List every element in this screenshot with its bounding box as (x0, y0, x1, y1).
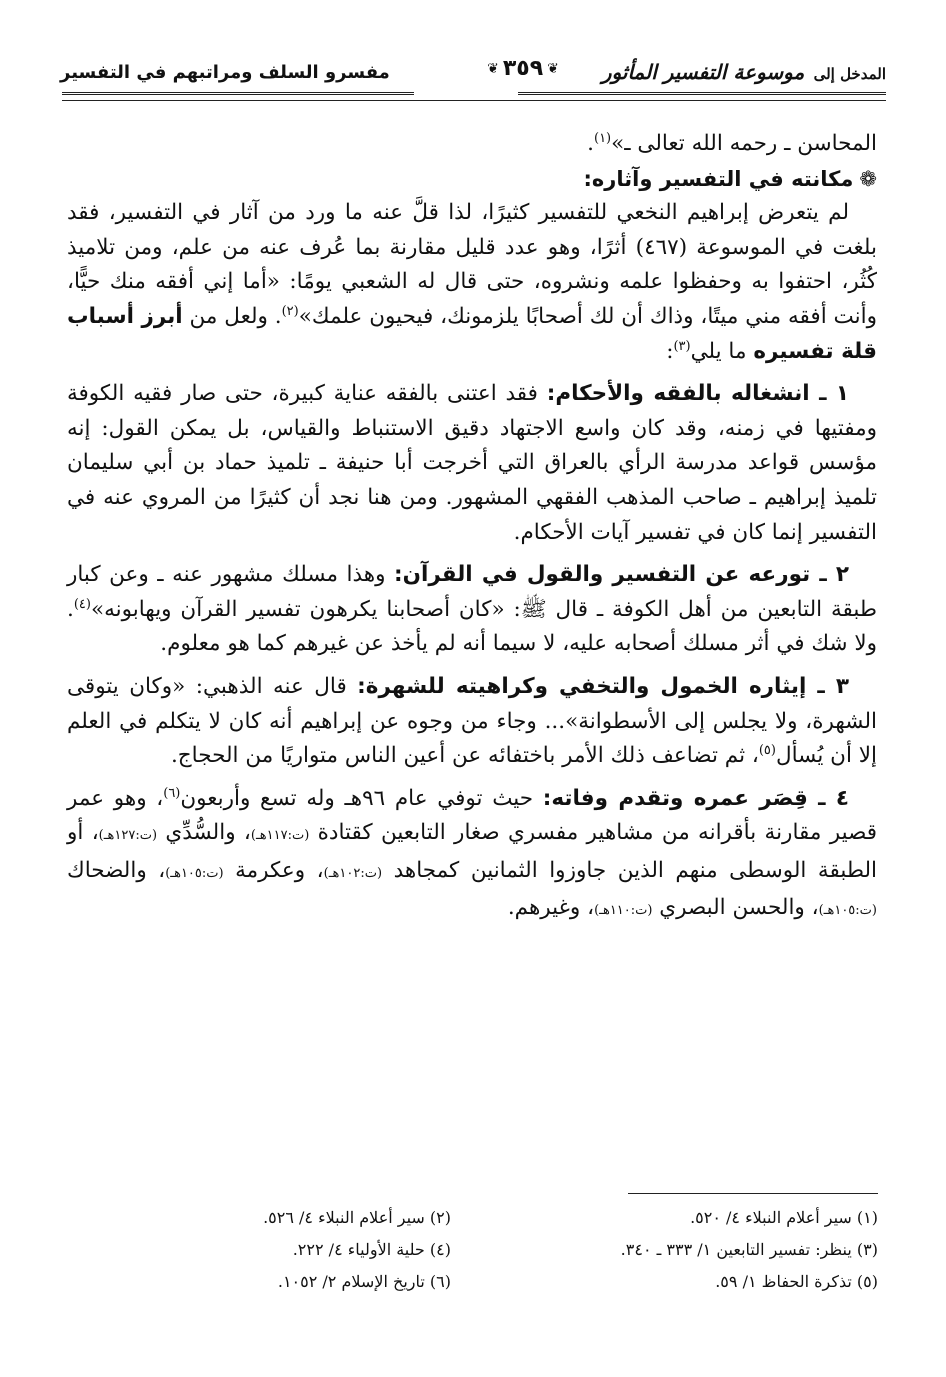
paragraph-1 (67, 196, 877, 369)
book-title-header (602, 60, 886, 84)
p3-text-a: وهذا مسلك مشهور عنه ـ وعن كبار طبقة التابعين من أهل الكوفة ـ قال ﷺ: «كان أصحابنا يكرهون تفسير القرآن ويهابونه» (67, 562, 877, 622)
p1-bold-phrase: أبرز أسباب قلة تفسيره (67, 303, 877, 364)
flower-icon: ❁ (859, 166, 877, 191)
section-heading (67, 162, 877, 197)
paragraph-5 (67, 782, 877, 929)
header-rule-bottom (62, 100, 886, 101)
p5-text-a: حيث توفي عام ٩٦هـ وله تسع وأربعون (180, 785, 543, 811)
page-number (473, 56, 573, 81)
chapter-title: مفسرو السلف ومراتبهم في التفسير (60, 62, 390, 83)
p4-text-b: ، ثم تضاعف ذلك الأمر باختفائه عن أعين الناس متواريًا من الحجاج. (170, 743, 759, 769)
p5-text-b: ، وهو عمر قصير مقارنة بأقرانه من مشاهير مفسري صغار التابعين كقتادة (67, 785, 877, 846)
p3-text-b: . ولا شك في أثر مسلك أصحابه عليه، لا سيما أنه لم يأخذ عن غيرهم كما هو معلوم. (67, 596, 877, 657)
death-date-ikrima: (ت:١٠٥هـ) (165, 865, 224, 881)
book-title: موسوعة التفسير المأثور (601, 60, 805, 84)
intro-text: المحاسن ـ رحمه الله تعالى ـ» (611, 131, 877, 156)
p1-text-b: . ولعل من (182, 303, 282, 329)
death-date-hasan: (ت:١١٠هـ) (594, 903, 653, 919)
death-date-qatada: (ت:١١٧هـ) (250, 828, 310, 844)
p3-heading: ٢ ـ تورعه عن التفسير والقول في القرآن: (394, 562, 849, 588)
footnote-6: (٦) تاريخ الإسلام ٢/ ١٠٥٢. (277, 1272, 451, 1291)
p1-text-c: ما يلي (690, 338, 754, 364)
footnote-rule (628, 1193, 878, 1194)
p5-text-f: ، وعكرمة (223, 857, 324, 883)
main-text (67, 127, 877, 929)
footnote-5: (٥) تذكرة الحفاظ ١/ ٥٩. (715, 1272, 878, 1291)
header-rule-left (62, 92, 414, 95)
intro-line: المحاسن ـ رحمه الله تعالى ـ»$^{(١)}$. (587, 130, 877, 156)
footnote-1: (١) سير أعلام النبلاء ٤/ ٥٢٠. (690, 1208, 878, 1227)
ornament-left-icon: ❦ (487, 61, 499, 77)
paragraph-4 (67, 670, 877, 774)
footnote-4: (٤) حلية الأولياء ٤/ ٢٢٢. (292, 1240, 451, 1259)
death-date-mujahid: (ت:١٠٢هـ) (323, 865, 383, 881)
footnote-ref-5: (٥) (758, 742, 776, 758)
p2-text: فقد اعتنى بالفقه عناية كبيرة، حتى صار فقيه الكوفة ومفتيها في زمنه، وقد كان واسع الاجتهاد دقيق الاستنباط والقياس، بل يمكن القول: إنه مؤسس قواعد مدرسة الرأي بالعراق التي أخرجت أبا حنيفة ـ تلميذ حماد بن أبي سليمان تلميذ إبراهيم ـ صاحب المذهب الفقهي المشهور. ومن هنا نجد أن كثيرًا من المروي عنه في التفسير إنما كان في تفسير آيات الأحكام. (67, 381, 877, 545)
footnote-ref-2: (٢) (281, 303, 299, 319)
p5-text-g: ، والضحاك (67, 857, 166, 883)
ornament-right-icon: ❦ (547, 61, 559, 77)
death-date-suddi: (ت:١٢٧هـ) (98, 828, 158, 844)
book-title-prefix: المدخل إلى (813, 65, 886, 83)
section-heading-text: مكانته في التفسير وآثاره: (583, 166, 854, 191)
page-number-value: ٣٥٩ (502, 56, 544, 81)
p5-text-c: ، والسُّدِّي (157, 820, 251, 846)
p5-text-e: ، أو الطبقة الوسطى منهم الذين جاوزوا الثمانين كمجاهد (67, 820, 877, 883)
p1-text-a: لم يتعرض إبراهيم النخعي للتفسير كثيرًا، لذا قلَّ عنه ما ورد من آثار في التفسير، فقد بلغت في الموسوعة (٤٦٧) أثرًا، وهو عدد قليل مقارنة بما عُرف عنه من علم، ومن تلاميذ كُثُر، احتفوا به وحفظوا علمه ونشروه، حتى قال له الشعبي يومًا: «أما إني أفقه منك حيًّا، وأنت أفقه مني ميتًا، وذاك أن لك أصحابًا يلزمونك، فيحيون علمك» (67, 200, 877, 329)
p4-heading: ٣ ـ إيثاره الخمول والتخفي وكراهيته للشهرة: (357, 673, 849, 699)
p5-text-i: ، وغيرهم. (507, 895, 595, 921)
footnote-ref-4: (٤) (73, 596, 91, 612)
header-rule-right (518, 92, 886, 95)
p5-heading: ٤ ـ قِصَر عمره وتقدم وفاته: (542, 785, 849, 811)
footnote-2: (٢) سير أعلام النبلاء ٤/ ٥٢٦. (263, 1208, 451, 1227)
footnote-ref-1: (١) (593, 130, 612, 146)
p2-heading: ١ ـ انشغاله بالفقه والأحكام: (546, 381, 850, 407)
p4-text-a: قال عنه الذهبي: «وكان يتوقى الشهرة، ولا يجلس إلى الأسطوانة»... وجاء من وجوه عن إبراهيم أنه كان لا يتكلم في العلم إلا أن يُسأل (67, 673, 877, 769)
footnote-3: (٣) ينظر: تفسير التابعين ١/ ٣٣٣ ـ ٣٤٠. (620, 1240, 878, 1259)
paragraph-2 (67, 377, 877, 550)
p5-text-h: ، والحسن البصري (652, 895, 819, 921)
paragraph-3 (67, 558, 877, 662)
footnote-ref-3: (٣) (673, 338, 691, 354)
p1-text-d: : (666, 338, 674, 364)
footnote-ref-6: (٦) (163, 785, 181, 801)
death-date-dahhak: (ت:١٠٥هـ) (818, 903, 877, 919)
